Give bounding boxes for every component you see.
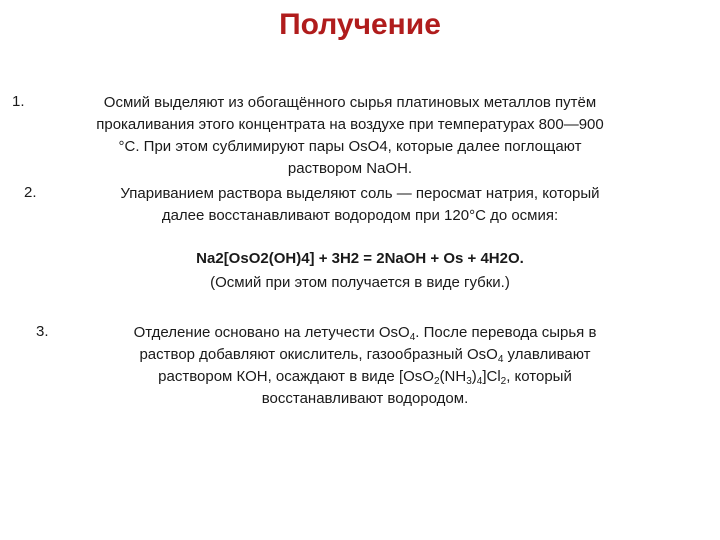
reaction-equation: Na2[OsO2(OH)4] + 3H2 = 2NaOH + Os + 4H2O. [196,250,524,267]
item-3-line-2: раствор добавляют окислитель, газообразный OsO$_4$ улавливают [139,346,591,365]
item-1-number: 1. [12,93,25,110]
slide-title: Получение [279,8,441,41]
item-3-line-4: восстанавливают водородом. [261,390,469,407]
item-3-line-3: раствором КОН, осаждают в виде $[OsO_2(NH_3)_4]Cl_2$, который [158,368,572,387]
item-3-line-1: Отделение основано на летучести OsO$_4$. После перевода сырья в [133,324,597,343]
item-3-text [60,322,670,410]
item-1-text: Осмий выделяют из обогащённого сырья платиновых металлов путём прокаливания этого концентрата на воздухе при температурах 800—900 °C. При этом сублимируют пары OsO4, которые далее поглощают раствором NaOH. [96,94,604,177]
equation-note: (Осмий при этом получается в виде губки.) [210,274,510,291]
item-3-number: 3. [36,323,49,340]
item-2-number: 2. [24,184,37,201]
item-2-text: Упариванием раствора выделяют соль — перосмат натрия, который далее восстанавливают водородом при 120°C до осмия: [120,185,600,224]
